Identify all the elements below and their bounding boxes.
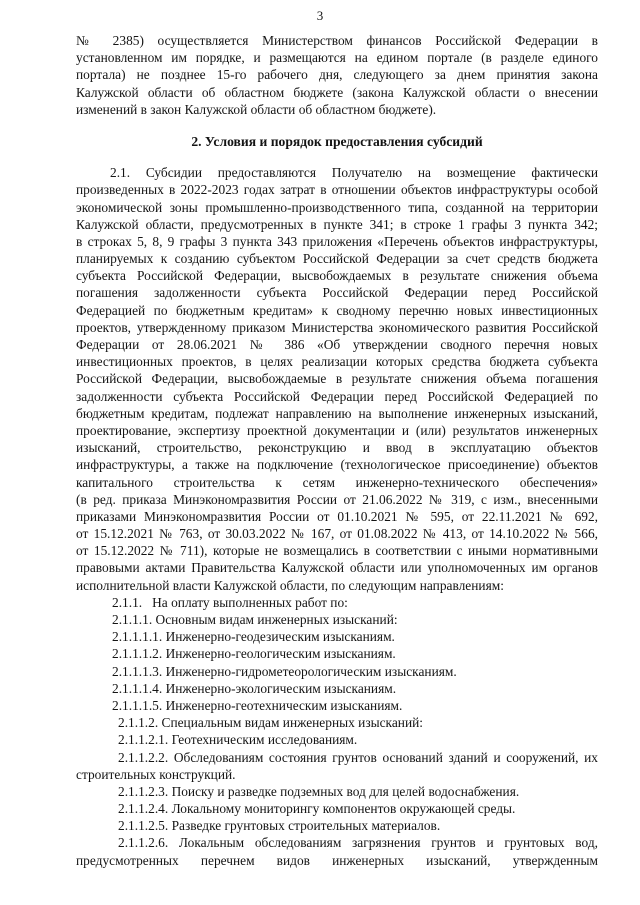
list-item: 2.1.1.2.3. Поиску и разведке подземных вод для целей водоснабжения. xyxy=(118,783,520,799)
text-line: (в ред. приказа Минэкономразвития России от 21.06.2022 № 319, с изм., внесенными xyxy=(76,491,598,507)
list-item: 2.1.1.1.1. Инженерно-геодезическим изысканиям. xyxy=(112,629,395,645)
text-line: субъекта Российской Федерации, высвобождаемых в результате снижения объема xyxy=(76,268,598,284)
text-line: приказами Минэкономразвития России от 01.10.2021 № 595, от 22.11.2021 № 692, xyxy=(76,508,598,524)
list-item xyxy=(76,749,598,783)
text-line: изменений в закон Калужской области об областном бюджете). xyxy=(76,101,437,117)
text-line: капитального строительства к сетям инженерно-технического обеспечения» xyxy=(76,474,598,490)
list-item: 2.1.1.2. Специальным видам инженерных изысканий: xyxy=(118,715,424,731)
text-line: предусмотренных перечнем видов инженерных изысканий, утвержденным xyxy=(76,852,598,868)
text-line: 2.1. Субсидии предоставляются Получателю на возмещение фактически xyxy=(110,165,598,181)
list-item xyxy=(76,594,598,611)
list-item: 2.1.1.1. Основным видам инженерных изысканий: xyxy=(112,612,398,627)
text-line: Федерации от 28.06.2021 № 386 «Об утверждении сводного перечня новых xyxy=(76,337,598,352)
text-line: задолженности субъекта Российской Федерации перед Российской Федерацией по xyxy=(76,388,598,404)
text-line: инфраструктуры, а также на подключение (технологическое присоединение) объектов xyxy=(76,457,598,473)
list-item: 2.1.1.2.1. Геотехническим исследованиям. xyxy=(118,732,358,748)
text-line: в строках 5, 8, 9 графы 3 пункта 343 приложения «Перечень объектов инфраструктуры, xyxy=(76,233,598,249)
text-line: проектирование, экспертизу проектной документации и (или) результатов инженерных xyxy=(76,422,598,438)
text-line: строительных конструкций. xyxy=(76,766,236,782)
item-number: 2.1.1. xyxy=(112,594,143,610)
text-line: № 2385) осуществляется Министерством финансов Российской Федерации в xyxy=(76,33,598,48)
list-item xyxy=(76,834,598,868)
text-line: проектов, утвержденному приказом Министерства экономического развития Российской xyxy=(76,319,598,335)
text-line: экономической зоны промышленно-производственного типа, созданной на территории xyxy=(76,199,598,215)
list-item: 2.1.1.1.3. Инженерно-гидрометеорологическим изысканиям. xyxy=(112,663,457,679)
page-content xyxy=(76,32,598,869)
paragraph-2-1 xyxy=(76,164,598,594)
text-line: Российской Федерации, высвобождаемые в результате снижения объема погашения xyxy=(76,371,598,387)
text-line: Калужской области, предусмотренных в пункте 341; в строке 1 графы 3 пункта 342; xyxy=(76,216,598,232)
text-line: установленном им порядке, и размещаются на едином портале (в разделе единого xyxy=(76,50,598,66)
text-line: бюджетным кредитам, подлежат направлению на выполнение инженерных изысканий, xyxy=(76,405,598,421)
section-heading: 2. Условия и порядок предоставления субсидий xyxy=(191,133,483,149)
text-line: инвестиционных проектов, в целях реализации которых средства бюджета субъекта xyxy=(76,354,598,370)
text-line: Федерацией по бюджетным кредитам» к сводному перечню новых инвестиционных xyxy=(76,302,598,318)
list-item: 2.1.1.2.5. Разведке грунтовых строительных материалов. xyxy=(118,818,441,834)
list-item: 2.1.1.1.2. Инженерно-геологическим изысканиям. xyxy=(112,646,396,662)
text-line: произведенных в 2022-2023 годах затрат в отношении объектов инфраструктуры особой xyxy=(76,182,598,198)
text-line: Калужской области об областном бюджете (закона Калужской области о внесении xyxy=(76,84,598,100)
text-line: исполнительной власти Калужской области, по следующим направлениям: xyxy=(76,577,504,593)
list-item: 2.1.1.1.5. Инженерно-геотехническим изысканиям. xyxy=(112,697,403,713)
text-line: от 15.12.2021 № 763, от 30.03.2022 № 167, от 01.08.2022 № 413, от 14.10.2022 № 566, xyxy=(76,526,598,542)
text-line: планируемых к созданию субъектом Российской Федерации за счет средств бюджета xyxy=(76,251,598,267)
page-number: 3 xyxy=(316,8,324,23)
intro-paragraph xyxy=(76,32,598,118)
text-line: портала) не позднее 15-го рабочего дня, следующего за днем принятия закона xyxy=(76,67,598,83)
list-item: 2.1.1.1.4. Инженерно-экологическим изысканиям. xyxy=(112,680,397,696)
text-line: от 15.12.2022 № 711), которые не возмещались в соответствии с иными нормативными xyxy=(76,543,598,559)
text-line: 2.1.1.2.2. Обследованиям состояния грунтов оснований зданий и сооружений, их xyxy=(118,749,598,765)
item-text: На оплату выполненных работ по: xyxy=(152,594,348,610)
list-item: 2.1.1.2.4. Локальному мониторингу компонентов окружающей среды. xyxy=(118,801,516,817)
text-line: правовыми актами Правительства Калужской области или уполномоченных им органов xyxy=(76,560,598,576)
text-line: изысканий, строительство, реконструкцию и ввод в эксплуатацию объектов xyxy=(76,440,598,456)
text-line: погашения задолженности субъекта Российской Федерации перед Российской xyxy=(76,285,598,301)
text-line: 2.1.1.2.6. Локальным обследованиям загрязнения грунтов и грунтовых вод, xyxy=(118,835,598,851)
